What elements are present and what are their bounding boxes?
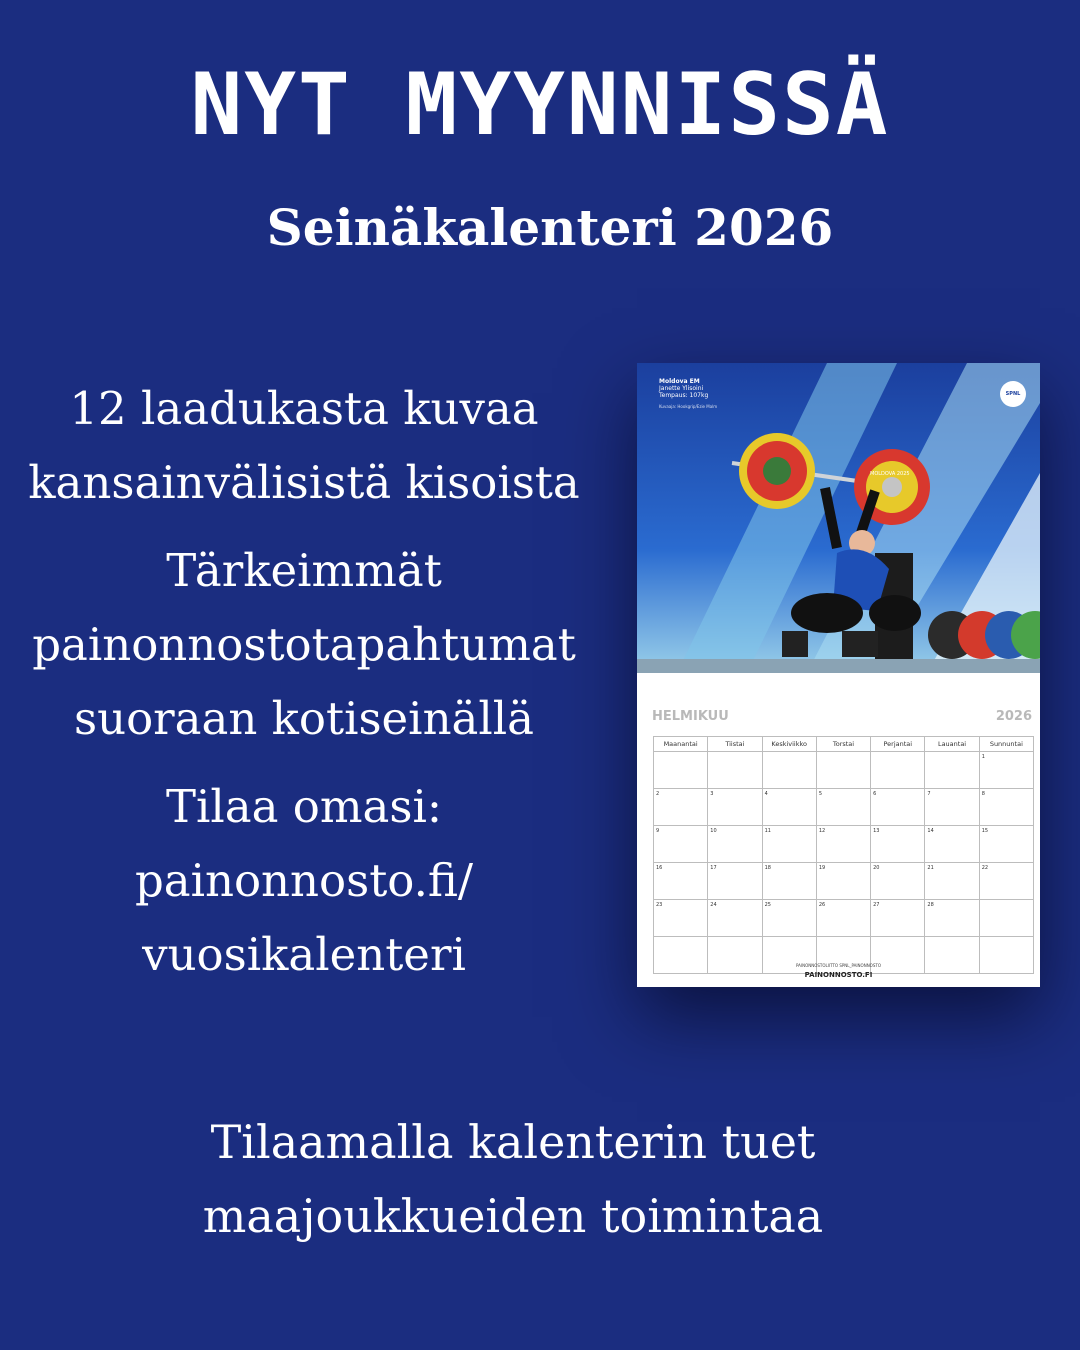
plate-text: MOLDOVA 2025 — [870, 471, 910, 477]
day-cell — [871, 752, 925, 789]
weekday-header: Torstai — [816, 737, 870, 752]
day-cell: 11 — [762, 826, 816, 863]
day-cell — [654, 752, 708, 789]
calendar-month: HELMIKUU — [652, 709, 729, 724]
closing-line: maajoukkueiden toimintaa — [202, 1189, 824, 1243]
calendar-mockup — [637, 363, 1040, 987]
day-cell: 25 — [762, 900, 816, 937]
footer-site: PAINONNOSTO.FI — [804, 971, 873, 979]
day-cell: 6 — [871, 789, 925, 826]
day-cell: 14 — [925, 826, 979, 863]
day-cell: 2 — [654, 789, 708, 826]
caption-credit: Kuvaaja: Hookgrip/Ezie Malm — [659, 404, 718, 409]
weekday-header: Sunnuntai — [979, 737, 1033, 752]
weekday-header: Lauantai — [925, 737, 979, 752]
feature-line: suoraan kotiseinällä — [74, 692, 534, 745]
day-cell: 9 — [654, 826, 708, 863]
day-cell: 24 — [708, 900, 762, 937]
weekday-header: Tiistai — [708, 737, 762, 752]
feature-line: 12 laadukasta kuvaa — [69, 382, 539, 435]
calendar-year: 2026 — [995, 709, 1032, 724]
photo-caption — [659, 378, 717, 410]
weekday-header: Maanantai — [654, 737, 708, 752]
day-cell: 5 — [816, 789, 870, 826]
headline: NYT MYYNNISSÄ — [190, 55, 890, 155]
day-cell: 12 — [816, 826, 870, 863]
calendar-footer — [637, 963, 1040, 979]
feature-line: kansainvälisistä kisoista — [28, 456, 580, 509]
order-link[interactable]: painonnosto.fi/ — [134, 854, 474, 907]
day-cell: 23 — [654, 900, 708, 937]
feature-line: painonnostotapahtumat — [32, 618, 576, 671]
day-cell: 26 — [816, 900, 870, 937]
order-link[interactable]: vuosikalenteri — [142, 928, 466, 981]
day-cell: 16 — [654, 863, 708, 900]
day-cell: 4 — [762, 789, 816, 826]
day-cell: 13 — [871, 826, 925, 863]
subtitle: Seinäkalenteri 2026 — [266, 198, 834, 257]
feature-line: Tärkeimmät — [166, 544, 442, 597]
weightlifter-photo — [637, 363, 1040, 673]
federation-logo: SPNL — [1000, 381, 1026, 407]
day-cell — [979, 900, 1033, 937]
caption-athlete: Janette Ylisoini — [659, 385, 704, 392]
day-cell: 19 — [816, 863, 870, 900]
day-cell — [816, 752, 870, 789]
calendar-grid — [653, 736, 1034, 974]
feature-list — [0, 372, 608, 992]
day-cell: 28 — [925, 900, 979, 937]
weekday-header: Keskiviikko — [762, 737, 816, 752]
day-cell: 10 — [708, 826, 762, 863]
day-cell: 3 — [708, 789, 762, 826]
closing-line: Tilaamalla kalenterin tuet — [210, 1115, 816, 1169]
day-cell: 15 — [979, 826, 1033, 863]
order-label: Tilaa omasi: — [166, 780, 442, 833]
day-cell — [708, 752, 762, 789]
day-cell: 7 — [925, 789, 979, 826]
caption-lift: Tempaus: 107kg — [659, 392, 709, 399]
day-cell: 20 — [871, 863, 925, 900]
weekday-header: Perjantai — [871, 737, 925, 752]
day-cell: 8 — [979, 789, 1033, 826]
day-cell: 1 — [979, 752, 1033, 789]
day-cell: 17 — [708, 863, 762, 900]
footer-social: PAINONNOSTOLIITTO SPNL_PAINONNOSTO — [796, 963, 881, 968]
day-cell: 21 — [925, 863, 979, 900]
day-cell — [762, 752, 816, 789]
day-cell: 22 — [979, 863, 1033, 900]
day-cell: 18 — [762, 863, 816, 900]
calendar-header — [637, 709, 1040, 724]
day-cell: 27 — [871, 900, 925, 937]
closing-text — [0, 1105, 1026, 1253]
day-cell — [925, 752, 979, 789]
caption-event: Moldova EM — [659, 378, 700, 385]
